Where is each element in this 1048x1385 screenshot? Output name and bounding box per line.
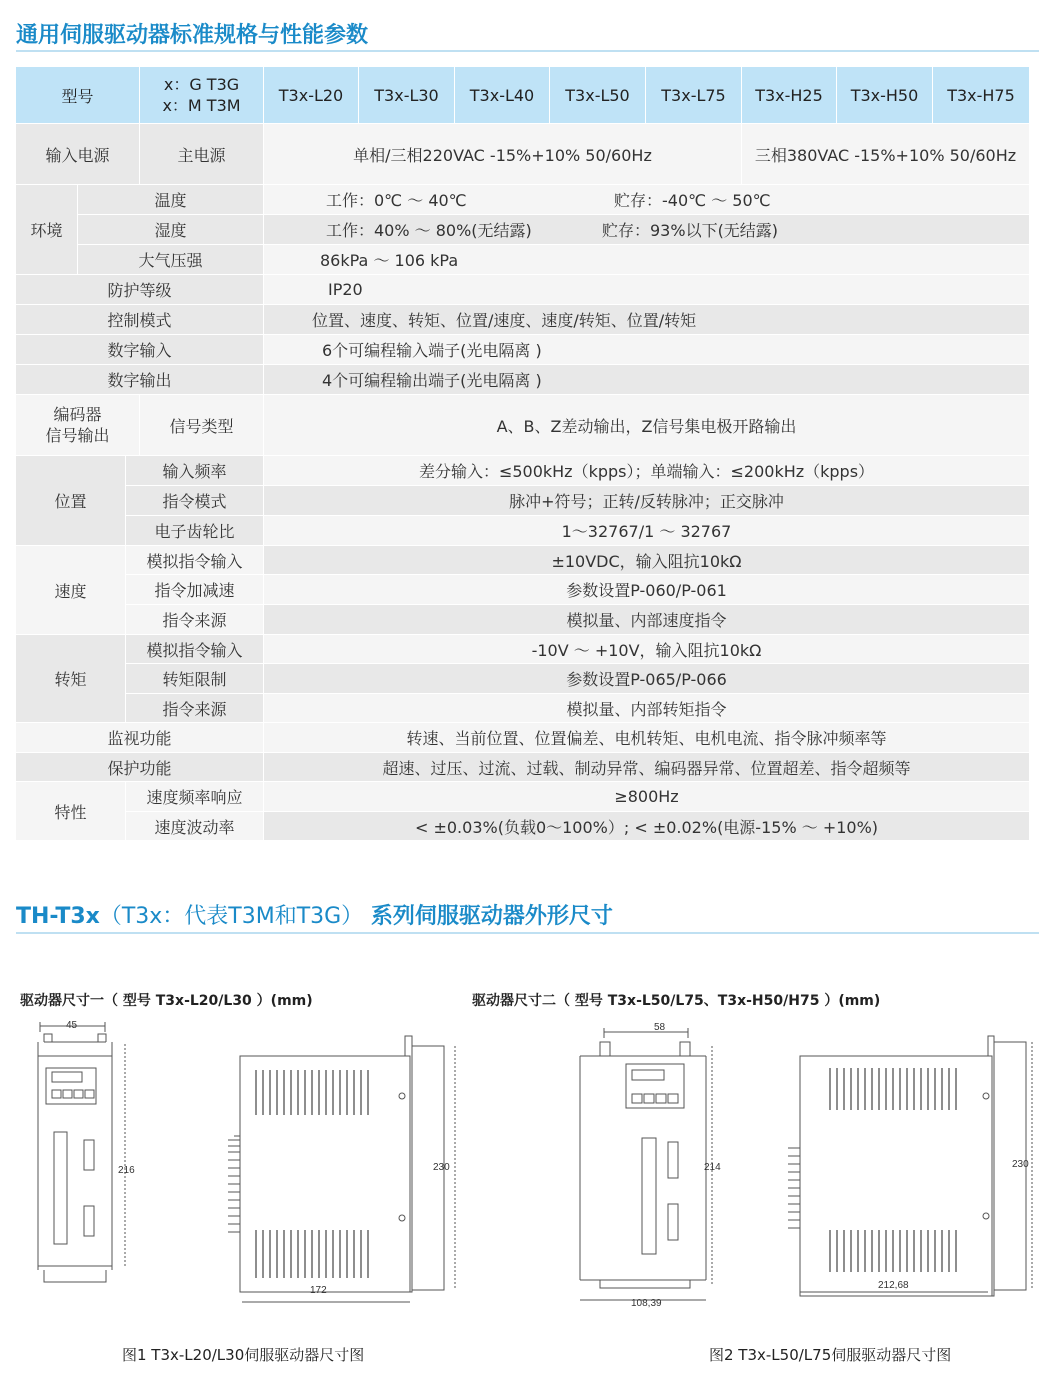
- power-value-l: 单相/三相220VAC -15%+10% 50/60Hz: [264, 124, 742, 185]
- title-light: （T3x：代表T3M和T3G）: [99, 904, 364, 929]
- encoder-label: 信号类型: [140, 395, 264, 456]
- position-gear-label: 电子齿轮比: [126, 516, 264, 546]
- fig1-drawing: [0, 1010, 520, 1310]
- position-mode-value: 脉冲+符号；正转/反转脉冲；正交脉冲: [264, 486, 1030, 516]
- encoder-group-line2: 信号输出: [45, 426, 110, 445]
- fig2-width: 58: [654, 1022, 666, 1033]
- series-line-1: x：G T3G: [163, 75, 240, 94]
- power-group: 输入电源: [16, 124, 140, 185]
- speed-acc-value: 参数设置P-060/P-061: [264, 575, 1030, 605]
- protect-level-label: 防护等级: [16, 275, 264, 305]
- position-freq-value: 差分输入：≤500kHz（kpps）；单端输入：≤200kHz（kpps）: [264, 456, 1030, 486]
- fig2-depth: 212,68: [878, 1280, 909, 1291]
- header-model: T3x-H50: [837, 67, 933, 124]
- digital-out-value: 4个可编程输出端子(光电隔离 ): [264, 365, 1030, 395]
- hum-store: 贮存：93%以下(无结露): [602, 221, 779, 240]
- power-value-h: 三相380VAC -15%+10% 50/60Hz: [742, 124, 1030, 185]
- speed-group: 速度: [16, 546, 126, 635]
- control-mode-label: 控制模式: [16, 305, 264, 335]
- position-freq-label: 输入频率: [126, 456, 264, 486]
- digital-in-value: 6个可编程输入端子(光电隔离 ): [264, 335, 1030, 365]
- character-group: 特性: [16, 782, 126, 841]
- fig1-height-front: 216: [118, 1165, 135, 1176]
- env-hum-label: 湿度: [78, 215, 264, 245]
- spec-section-title: 通用伺服驱动器标准规格与性能参数: [16, 23, 369, 48]
- torque-group: 转矩: [16, 635, 126, 723]
- digital-in-label: 数字输入: [16, 335, 264, 365]
- fig2-title: 驱动器尺寸二（ 型号 T3x-L50/L75、T3x-H50/H75 ）(mm): [472, 993, 881, 1009]
- header-model: T3x-L50: [550, 67, 646, 124]
- torque-limit-value: 参数设置P-065/P-066: [264, 664, 1030, 694]
- temp-store: 贮存：-40℃ ～ 50℃: [614, 191, 771, 210]
- env-hum-value: [264, 215, 1030, 245]
- fig2-drawing: [560, 1010, 1040, 1310]
- power-label: 主电源: [140, 124, 264, 185]
- character-ripple-value: < ±0.03%(负载0～100%）; < ±0.02%(电源-15% ～ +10%): [264, 812, 1030, 841]
- dimension-section-title: [16, 899, 613, 930]
- header-model: T3x-L40: [455, 67, 550, 124]
- env-temp-label: 温度: [78, 185, 264, 215]
- position-gear-value: 1～32767/1 ～ 32767: [264, 516, 1030, 546]
- fig1-width: 45: [66, 1020, 78, 1031]
- protection-value: 超速、过压、过流、过载、制动异常、编码器异常、位置超差、指令超频等: [264, 753, 1030, 782]
- header-model: T3x-H25: [742, 67, 837, 124]
- position-group: 位置: [16, 456, 126, 546]
- character-resp-label: 速度频率响应: [126, 782, 264, 812]
- digital-out-label: 数字输出: [16, 365, 264, 395]
- protect-level-value: IP20: [264, 275, 1030, 305]
- section-divider: [16, 932, 1039, 934]
- fig2-caption: 图2 T3x-L50/L75伺服驱动器尺寸图: [709, 1346, 952, 1364]
- speed-analog-label: 模拟指令输入: [126, 546, 264, 575]
- env-pres-label: 大气压强: [78, 245, 264, 275]
- torque-src-label: 指令来源: [126, 694, 264, 723]
- fig1-depth: 172: [310, 1285, 327, 1296]
- torque-src-value: 模拟量、内部转矩指令: [264, 694, 1030, 723]
- speed-src-label: 指令来源: [126, 605, 264, 635]
- header-series-key: [140, 67, 264, 124]
- encoder-value: A、B、Z差动输出，Z信号集电极开路输出: [264, 395, 1030, 456]
- header-model: T3x-H75: [933, 67, 1030, 124]
- encoder-group: [16, 395, 140, 456]
- encoder-group-line1: 编码器: [53, 405, 102, 424]
- fig2-bottom-width: 108,39: [631, 1298, 662, 1309]
- monitor-label: 监视功能: [16, 723, 264, 753]
- protection-label: 保护功能: [16, 753, 264, 782]
- hum-work: 工作：40% ～ 80%(无结露): [326, 221, 532, 240]
- speed-analog-value: ±10VDC，输入阻抗10kΩ: [264, 546, 1030, 575]
- temp-work: 工作：0℃ ～ 40℃: [326, 191, 467, 210]
- monitor-value: 转速、当前位置、位置偏差、电机转矩、电机电流、指令脉冲频率等: [264, 723, 1030, 753]
- header-model: T3x-L75: [646, 67, 742, 124]
- series-line-2: x：M T3M: [162, 96, 241, 115]
- fig2-height-front: 214: [704, 1162, 721, 1173]
- spec-table: [16, 67, 1030, 841]
- speed-src-value: 模拟量、内部速度指令: [264, 605, 1030, 635]
- fig2-height-side: 230: [1012, 1159, 1029, 1170]
- title-rest: 系列伺服驱动器外形尺寸: [370, 904, 613, 929]
- control-mode-value: 位置、速度、转矩、位置/速度、速度/转矩、位置/转矩: [264, 305, 1030, 335]
- torque-analog-value: -10V ～ +10V，输入阻抗10kΩ: [264, 635, 1030, 664]
- fig1-height-side: 230: [433, 1162, 450, 1173]
- env-temp-value: [264, 185, 1030, 215]
- position-mode-label: 指令模式: [126, 486, 264, 516]
- character-resp-value: ≥800Hz: [264, 782, 1030, 812]
- torque-limit-label: 转矩限制: [126, 664, 264, 694]
- section-divider: [16, 50, 1039, 52]
- title-bold: TH-T3x: [16, 904, 100, 929]
- fig1-caption: 图1 T3x-L20/L30伺服驱动器尺寸图: [122, 1346, 365, 1364]
- header-model: T3x-L20: [264, 67, 359, 124]
- env-pres-value: 86kPa ～ 106 kPa: [264, 245, 1030, 275]
- character-ripple-label: 速度波动率: [126, 812, 264, 841]
- header-model: T3x-L30: [359, 67, 455, 124]
- env-group: 环境: [16, 185, 78, 275]
- torque-analog-label: 模拟指令输入: [126, 635, 264, 664]
- fig1-title: 驱动器尺寸一（ 型号 T3x-L20/L30 ）(mm): [20, 993, 313, 1009]
- header-model-label: 型号: [16, 67, 140, 124]
- speed-acc-label: 指令加减速: [126, 575, 264, 605]
